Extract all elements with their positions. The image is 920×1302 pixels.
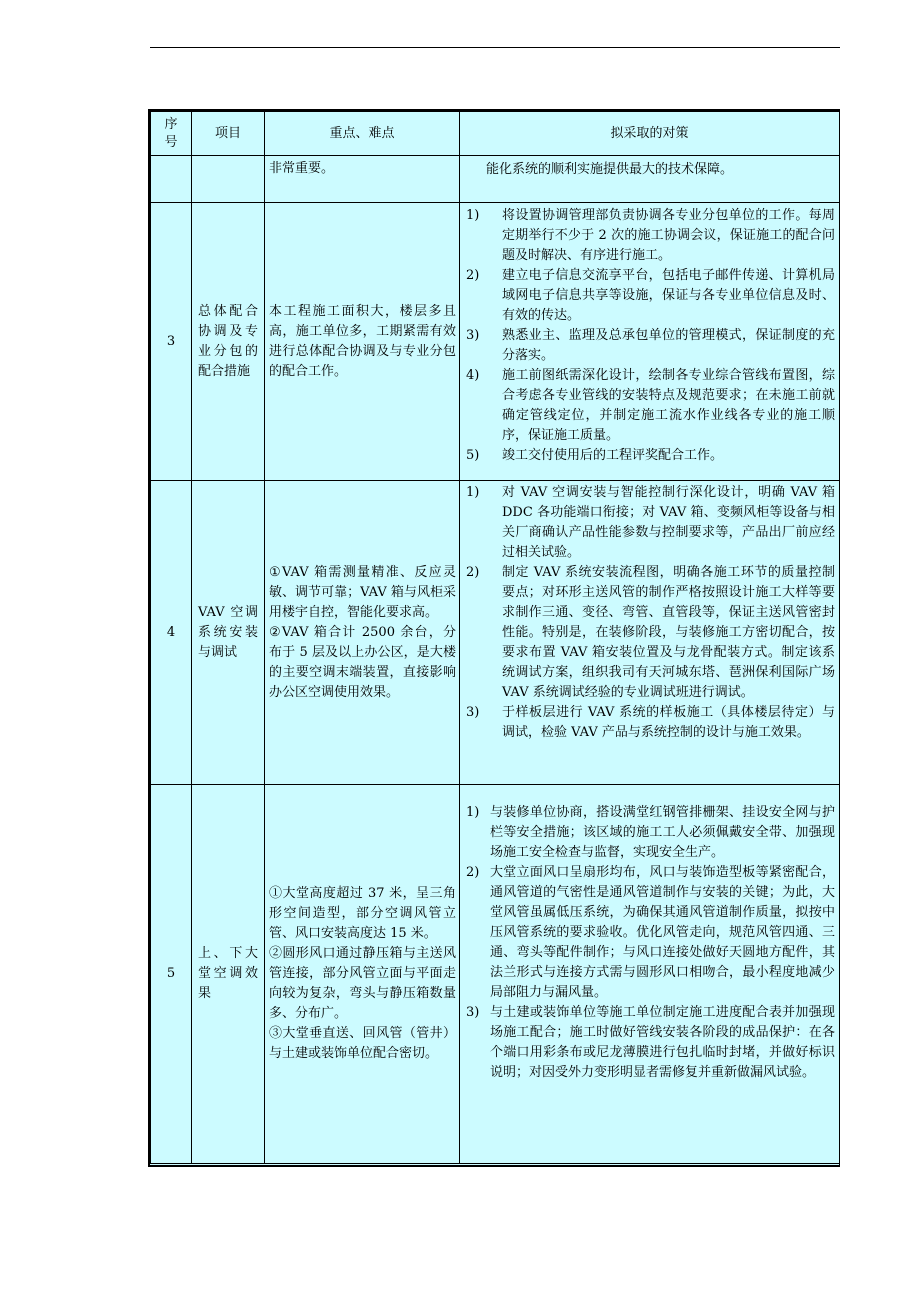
list-item	[466, 206, 835, 266]
list-text: 熟悉业主、监理及总承包单位的管理模式，保证制度的充分落实。	[502, 328, 835, 363]
list-item	[466, 863, 835, 1003]
list-number: 2)	[466, 865, 480, 880]
row-key-text: ①VAV 箱需测量精准、反应灵敏、调节可靠；VAV 箱与风柜采用楼宇自控，智能化要求高。 ②VAV 箱合计 2500 余台，分布于 5 层及以上办公区，是大楼的主要空调末端装置，直接影响办公区空调使用效果。	[269, 564, 456, 700]
list-text: 大堂立面风口呈扇形均布，风口与装饰造型板等紧密配合，通风管道的气密性是通风管道制作与安装的关键；为此，大堂风管虽属低压系统，为确保其通风管道制作质量，拟按中压风管系统的要求验收。优化风管走向，规范风管四通、三通、弯头等配件制作；与风口连接处做好天圆地方配件，其法兰形式与连接方式需与圆形风口相吻合，最小程度地减少局部阻力与漏风量。	[490, 865, 835, 1000]
list-item	[466, 803, 835, 863]
list-number: 3)	[466, 328, 480, 343]
header-key: 重点、难点	[265, 112, 460, 156]
list-number: 1)	[466, 485, 480, 500]
measures-table	[150, 111, 840, 1164]
row-key	[265, 481, 460, 785]
row-key	[265, 785, 460, 1164]
row-seq: 4	[151, 481, 192, 785]
list-number: 3)	[466, 1005, 480, 1020]
plan-list	[466, 206, 835, 466]
list-text: 与土建或装饰单位等施工单位制定施工进度配合表并加强现场施工配合；施工时做好管线安装各阶段的成品保护：在各个端口用彩条布或尼龙薄膜进行包扎临时封堵，并做好标识说明；对因受外力变形明显者需修复并重新做漏风试验。	[490, 1005, 835, 1080]
list-number: 5)	[466, 448, 480, 463]
list-item	[466, 703, 835, 743]
continuation-plan: 能化系统的顺利实施提供最大的技术保障。	[460, 156, 840, 203]
list-text: 竣工交付使用后的工程评奖配合工作。	[502, 448, 724, 463]
row-seq: 3	[151, 203, 192, 481]
row-key-text: 本工程施工面积大，楼层多且高，施工单位多，工期紧需有效进行总体配合协调及与专业分包的配合工作。	[269, 303, 456, 379]
list-text: 建立电子信息交流享平台，包括电子邮件传递、计算机局域网电子信息共享等设施，保证与各专业单位信息及时、有效的传达。	[502, 268, 835, 323]
list-text: 于样板层进行 VAV 系统的样板施工（具体楼层待定）与调试，检验 VAV 产品与系统控制的设计与施工效果。	[502, 705, 835, 740]
row-plan	[460, 785, 840, 1164]
continuation-item	[192, 156, 265, 203]
list-number: 4)	[466, 368, 480, 383]
table-row	[151, 481, 840, 785]
list-number: 1)	[466, 208, 480, 223]
list-number: 3)	[466, 705, 480, 720]
list-text: 与装修单位协商，搭设满堂红钢管排栅架、挂设安全网与护栏等安全措施；该区域的施工工人必须佩戴安全带、加强现场施工安全检查与监督，实现安全生产。	[490, 805, 835, 860]
list-item	[466, 483, 835, 563]
header-rule	[150, 47, 840, 48]
row-key-text: ①大堂高度超过 37 米，呈三角形空间造型，部分空调风管立管、风口安装高度达 15 米。 ②圆形风口通过静压箱与主送风管连接，部分风管立面与平面走向较为复杂，弯头与静压箱数量多、分布广。 ③大堂垂直送、回风管（管井）与土建或装饰单位配合密切。	[269, 886, 456, 1061]
row-seq: 5	[151, 785, 192, 1164]
list-item	[466, 266, 835, 326]
row-plan	[460, 481, 840, 785]
plan-list	[466, 803, 835, 1083]
continuation-seq	[151, 156, 192, 203]
list-text: 制定 VAV 系统安装流程图，明确各施工环节的质量控制要点；对环形主送风管的制作严格按照设计施工大样等要求制作三通、变径、弯管、直管段等，保证主送风管密封性能。特别是，在装修阶段，与装修施工方密切配合，按要求布置 VAV 箱安装位置及与龙骨配装方式。制定该系统调试方案，组织我司有天河城东塔、琶洲保利国际广场 VAV 系统调试经验的专业调试班进行调试。	[502, 565, 835, 700]
row-key	[265, 203, 460, 481]
row-plan	[460, 203, 840, 481]
list-item	[466, 446, 835, 466]
list-text: 施工前图纸需深化设计，绘制各专业综合管线布置图，综合考虑各专业管线的安装特点及规范要求；在未施工前就确定管线定位，并制定施工流水作业线各专业的施工顺序，保证施工质量。	[502, 368, 835, 443]
continuation-key: 非常重要。	[265, 156, 460, 203]
row-item: VAV 空调系统安装与调试	[192, 481, 265, 785]
list-number: 2)	[466, 565, 480, 580]
table-row	[151, 785, 840, 1164]
list-number: 1)	[466, 805, 480, 820]
row-item: 上、下大堂空调效果	[192, 785, 265, 1164]
header-row	[151, 112, 840, 156]
continuation-row	[151, 156, 840, 203]
list-item	[466, 366, 835, 446]
table-row	[151, 203, 840, 481]
header-plan: 拟采取的对策	[460, 112, 840, 156]
plan-list	[466, 483, 835, 743]
header-seq: 序号	[151, 112, 192, 156]
header-item: 项目	[192, 112, 265, 156]
list-item	[466, 1003, 835, 1083]
list-text: 将设置协调管理部负责协调各专业分包单位的工作。每周定期举行不少于 2 次的施工协调会议，保证施工的配合问题及时解决、有序进行施工。	[502, 208, 835, 263]
row-item: 总体配合协调及专业分包的配合措施	[192, 203, 265, 481]
list-number: 2)	[466, 268, 480, 283]
list-item	[466, 326, 835, 366]
list-text: 对 VAV 空调安装与智能控制行深化设计，明确 VAV 箱 DDC 各功能端口衔接；对 VAV 箱、变频风柜等设备与相关厂商确认产品性能参数与控制要求等，产品出厂前应经过相关试验。	[502, 485, 835, 560]
list-item	[466, 563, 835, 703]
